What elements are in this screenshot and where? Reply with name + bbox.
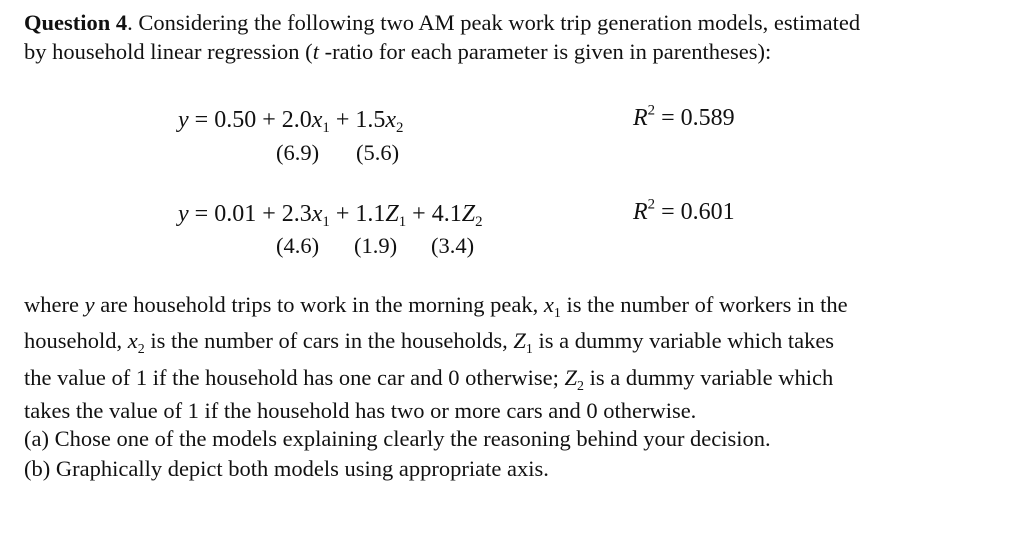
part-a-question: (a) Chose one of the models explaining clearly the reasoning behind your decision. [24,426,771,451]
question-label: Question 4 [24,10,128,35]
model1-r-squared: $R^2 = 0.589$ [633,102,735,131]
model1-equation: $y = 0.50 + 2.0x_1 + 1.5x_2$ [178,107,404,137]
model1-tratio-x1: (6.9) [276,140,320,165]
body-line-4: takes the value of 1 if the household has two or more cars and 0 otherwise. [24,398,697,423]
t-symbol: t [312,39,319,64]
model2-equation: $y = 0.01 + 2.3x_1 + 1.1Z_1 + 4.1Z_2$ [178,201,483,231]
intro-text-2a: by household linear regression ( [24,39,313,64]
question-intro-line-1 [24,9,860,37]
intro-text-2b: -ratio for each parameter is given in parentheses): [318,39,772,64]
model2-tratio-z1: (1.9) [354,233,398,258]
body-line-3: the value of 1 if the household has one car and 0 otherwise; $Z_2$ is a dummy variable which [24,365,834,394]
model2-tratio-z2: (3.4) [431,233,475,258]
question-intro-line-2 [24,38,771,66]
intro-text-1: . Considering the following two AM peak work trip generation models, estimated [127,10,861,35]
model1-tratio-x2: (5.6) [356,140,400,165]
part-b-question: (b) Graphically depict both models using appropriate axis. [24,456,549,481]
model2-tratio-x1: (4.6) [276,233,320,258]
body-line-2: household, $x_2$ is the number of cars in the households, $Z_1$ is a dummy variable which takes [24,328,835,357]
model2-r-squared: $R^2 = 0.601$ [633,196,735,225]
body-line-1: where y are household trips to work in the morning peak, $x_1$ is the number of workers in the [24,292,848,321]
